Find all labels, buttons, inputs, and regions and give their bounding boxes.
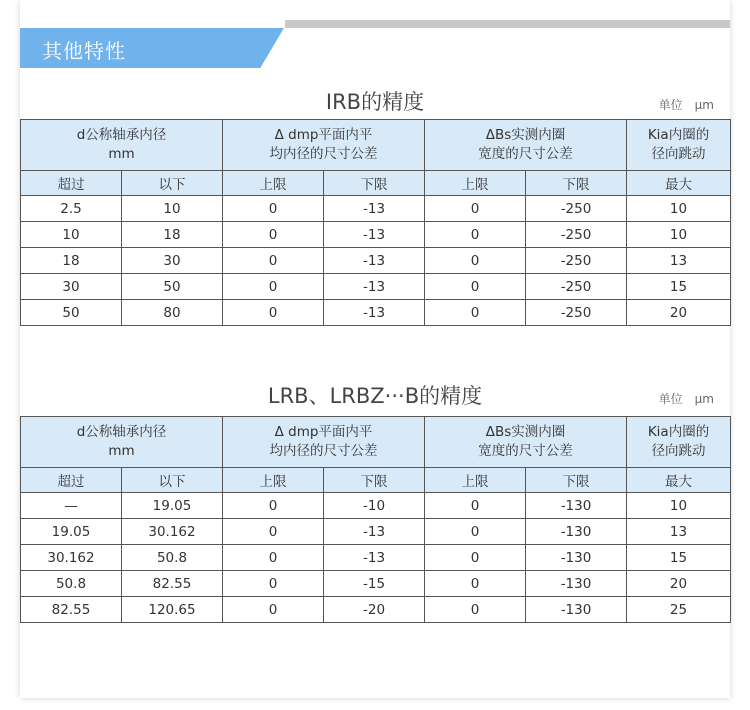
subheader-cell: 上限 (223, 468, 324, 493)
table-row: 19.05 30.162 0 -13 0 -130 13 (21, 519, 731, 545)
table-row: 30.162 50.8 0 -13 0 -130 15 (21, 545, 731, 571)
lrb-precision-table (20, 416, 731, 623)
subheader-cell: 上限 (223, 171, 324, 196)
subheader-cell: 以下 (122, 468, 223, 493)
table-row: 10 18 0 -13 0 -250 10 (21, 222, 731, 248)
table-subheader-row (21, 468, 731, 493)
subheader-cell: 上限 (425, 171, 526, 196)
content-card (20, 0, 730, 698)
radial-runout-header: Kia内圈的 径向跳动 (627, 120, 731, 171)
table-row: 82.55 120.65 0 -20 0 -130 25 (21, 597, 731, 623)
subheader-cell: 下限 (324, 171, 425, 196)
table-row: 30 50 0 -13 0 -250 15 (21, 274, 731, 300)
bore-diameter-header: d公称轴承内径 mm (21, 417, 223, 468)
header-divider-bar (285, 20, 730, 28)
table-row: 18 30 0 -13 0 -250 13 (21, 248, 731, 274)
table-header-row (21, 120, 731, 171)
irb-precision-title: IRB的精度 (325, 90, 425, 114)
lrb-unit-label: 单位 μm (658, 392, 714, 406)
subheader-cell: 以下 (122, 171, 223, 196)
irb-precision-table (20, 119, 731, 326)
subheader-cell: 下限 (526, 171, 627, 196)
table-row: — 19.05 0 -10 0 -130 10 (21, 493, 731, 519)
table-row: 2.5 10 0 -13 0 -250 10 (21, 196, 731, 222)
bore-diameter-header: d公称轴承内径 mm (21, 120, 223, 171)
radial-runout-header: Kia内圈的 径向跳动 (627, 417, 731, 468)
subheader-cell: 超过 (21, 171, 122, 196)
ring-width-tolerance-header: ΔBs实测内圈 宽度的尺寸公差 (425, 120, 627, 171)
table-subheader-row (21, 171, 731, 196)
subheader-cell: 超过 (21, 468, 122, 493)
subheader-cell: 最大 (627, 171, 731, 196)
table-row: 50 80 0 -13 0 -250 20 (21, 300, 731, 326)
subheader-cell: 上限 (425, 468, 526, 493)
table-row: 50.8 82.55 0 -15 0 -130 20 (21, 571, 731, 597)
ring-width-tolerance-header: ΔBs实测内圈 宽度的尺寸公差 (425, 417, 627, 468)
mean-bore-tolerance-header: Δ dmp平面内平 均内径的尺寸公差 (223, 417, 425, 468)
irb-unit-label: 单位 μm (658, 98, 714, 112)
subheader-cell: 最大 (627, 468, 731, 493)
table-header-row (21, 417, 731, 468)
subheader-cell: 下限 (526, 468, 627, 493)
page-title: 其他特性 (42, 39, 126, 63)
section-header (20, 0, 730, 68)
mean-bore-tolerance-header: Δ dmp平面内平 均内径的尺寸公差 (223, 120, 425, 171)
subheader-cell: 下限 (324, 468, 425, 493)
lrb-precision-title: LRB、LRBZ···B的精度 (267, 384, 483, 408)
